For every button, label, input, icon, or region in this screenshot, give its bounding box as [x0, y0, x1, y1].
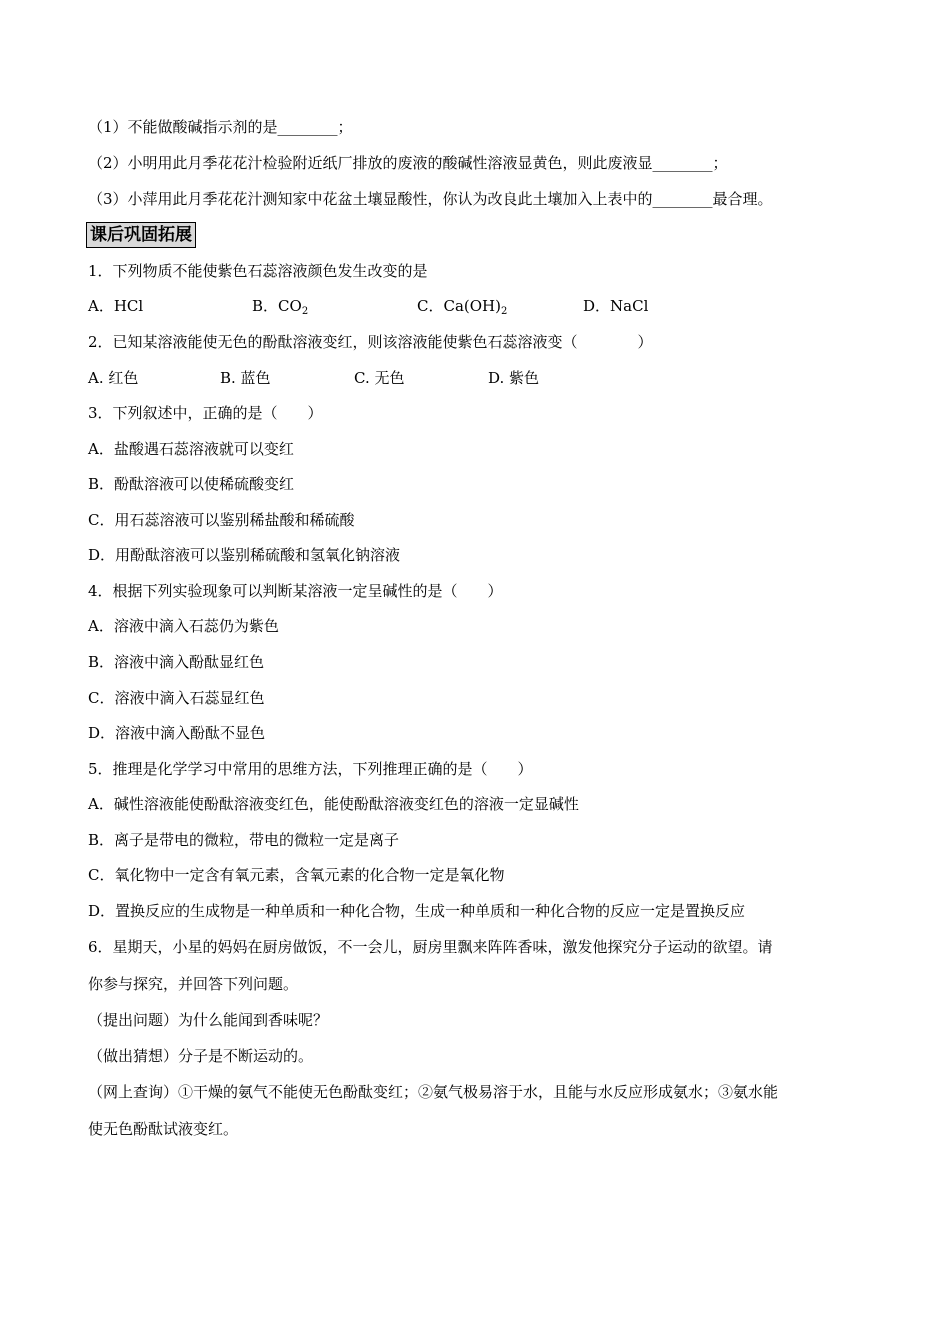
question-5-option-d: D．置换反应的生成物是一种单质和一种化合物，生成一种单质和一种化合物的反应一定是置换反应 [88, 902, 746, 920]
option-a: A. 红色 [88, 369, 139, 387]
intro-question-3: （3）小萍用此月季花花汁测知家中花盆土壤显酸性，你认为改良此土壤加入上表中的________最合理。 [88, 190, 773, 208]
intro-question-1: （1）不能做酸碱指示剂的是________； [88, 118, 353, 136]
question-4-option-a: A．溶液中滴入石蕊仍为紫色 [88, 617, 279, 635]
intro-question-2: （2）小明用此月季花花汁检验附近纸厂排放的废液的酸碱性溶液显黄色，则此废液显________； [88, 154, 728, 172]
option-d: D．NaCl [583, 297, 649, 315]
question-4-stem: 4．根据下列实验现象可以判断某溶液一定呈碱性的是（ ） [88, 582, 503, 600]
question-5-option-c: C．氧化物中一定含有氧元素，含氧元素的化合物一定是氧化物 [88, 866, 505, 884]
question-6-hypothesis: （做出猜想）分子是不断运动的。 [88, 1047, 314, 1065]
option-d: D. 紫色 [488, 369, 540, 387]
section-title: 课后巩固拓展 [86, 222, 196, 248]
option-b: B. 蓝色 [220, 369, 271, 387]
question-2-stem: 2．已知某溶液能使无色的酚酞溶液变红，则该溶液能使紫色石蕊溶液变（ ） [88, 333, 653, 351]
question-3-option-c: C．用石蕊溶液可以鉴别稀盐酸和稀硫酸 [88, 511, 355, 529]
question-6-stem-line-2: 你参与探究，并回答下列问题。 [88, 975, 299, 993]
question-6-raise-question: （提出问题）为什么能闻到香味呢？ [88, 1011, 329, 1029]
option-c [417, 296, 507, 316]
option-a: A．HCl [88, 297, 144, 315]
question-5-option-a: A．碱性溶液能使酚酞溶液变红色，能使酚酞溶液变红色的溶液一定显碱性 [88, 795, 579, 813]
option-c-subscript: 2 [500, 306, 508, 317]
option-b [252, 296, 308, 316]
question-3-option-a: A．盐酸遇石蕊溶液就可以变红 [88, 440, 294, 458]
option-c: C. 无色 [354, 369, 405, 387]
question-3-option-b: B．酚酞溶液可以使稀硫酸变红 [88, 475, 295, 493]
question-5-option-b: B．离子是带电的微粒，带电的微粒一定是离子 [88, 831, 400, 849]
question-1-stem: 1．下列物质不能使紫色石蕊溶液颜色发生改变的是 [88, 262, 428, 280]
option-b-subscript: 2 [301, 306, 309, 317]
question-6-research-line-1: （网上查询）①干燥的氨气不能使无色酚酞变红；②氨气极易溶于水，且能与水反应形成氨水；③氨水能 [88, 1083, 779, 1101]
question-4-option-c: C．溶液中滴入石蕊显红色 [88, 689, 265, 707]
question-4-option-d: D．溶液中滴入酚酞不显色 [88, 724, 266, 742]
question-5-stem: 5．推理是化学学习中常用的思维方法，下列推理正确的是（ ） [88, 760, 533, 778]
option-c-text: C．Ca(OH) [417, 297, 501, 315]
question-6-stem-line-1: 6．星期天，小星的妈妈在厨房做饭，不一会儿，厨房里飘来阵阵香味，激发他探究分子运动的欲望。请 [88, 938, 773, 956]
question-3-option-d: D．用酚酞溶液可以鉴别稀硫酸和氢氧化钠溶液 [88, 546, 401, 564]
question-3-stem: 3．下列叙述中，正确的是（ ） [88, 404, 323, 422]
question-6-research-line-2: 使无色酚酞试液变红。 [88, 1120, 239, 1138]
option-b-text: B．CO [252, 297, 302, 315]
question-4-option-b: B．溶液中滴入酚酞显红色 [88, 653, 265, 671]
